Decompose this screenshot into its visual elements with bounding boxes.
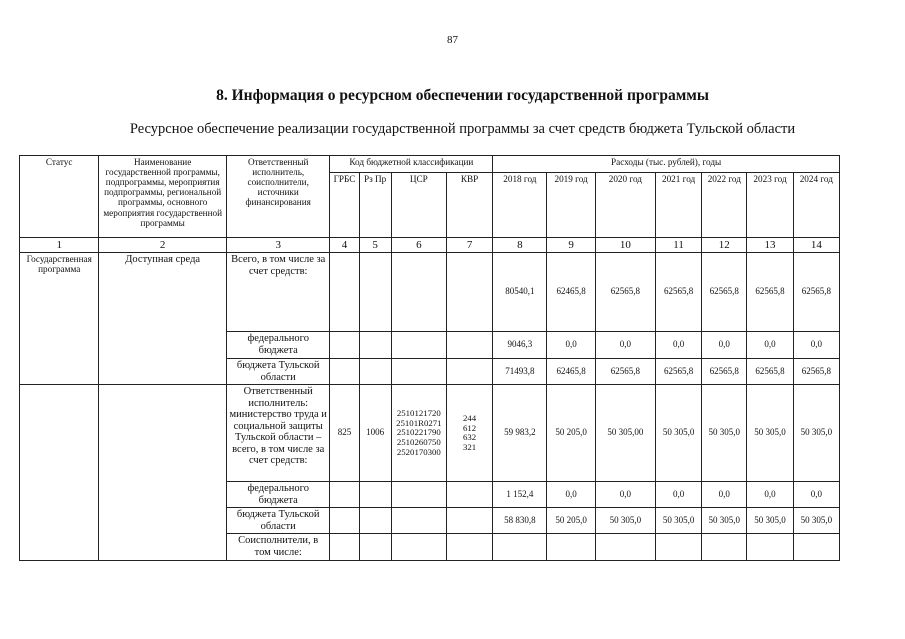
- empty-status-cell: [20, 385, 99, 561]
- column-number: 2: [99, 238, 227, 253]
- value-cell: 0,0: [595, 332, 655, 359]
- value-cell: 50 305,0: [793, 385, 839, 482]
- value-cell: 50 305,00: [595, 385, 655, 482]
- value-cell: 62565,8: [747, 253, 793, 332]
- value-cell: 62465,8: [547, 253, 595, 332]
- table-subtitle: Ресурсное обеспечение реализации государственной программы за счет средств бюджета Тульской области: [129, 121, 796, 137]
- csr-code: 2510221790: [396, 427, 441, 438]
- value-cell: 50 205,0: [547, 385, 595, 482]
- kvr-code: 612: [463, 422, 477, 433]
- value-cell: 50 305,0: [702, 385, 747, 482]
- column-number: 1: [20, 238, 99, 253]
- value-cell: 62565,8: [655, 253, 701, 332]
- header-kvr: КВР: [446, 173, 492, 238]
- header-csr: ЦСР: [391, 173, 446, 238]
- rzpr-cell: 1006: [359, 385, 391, 482]
- row-label: Ответственный исполнитель: министерство труда и социальной защиты Тульской области – всего, в том числе за счет средств:: [226, 385, 329, 482]
- column-number: 12: [702, 238, 747, 253]
- section-title: 8. Информация о ресурсном обеспечении государственной программы: [216, 87, 709, 104]
- value-cell: 62565,8: [655, 359, 701, 385]
- header-year: 2024 год: [793, 173, 839, 238]
- column-number: 9: [547, 238, 595, 253]
- csr-code: 2510260750: [396, 437, 441, 448]
- value-cell: 59 983,2: [493, 385, 547, 482]
- row-label: Соисполнители, в том числе:: [226, 534, 329, 561]
- kvr-cell: [446, 385, 492, 482]
- column-number: 11: [655, 238, 701, 253]
- header-status: Статус: [20, 156, 99, 238]
- page-number: 87: [447, 34, 458, 46]
- program-status: Государственная программа: [20, 253, 99, 385]
- table-row: [20, 385, 840, 482]
- header-grbs: ГРБС: [330, 173, 359, 238]
- value-cell: 50 305,0: [595, 508, 655, 534]
- value-cell: 0,0: [747, 332, 793, 359]
- row-label: бюджета Тульской области: [226, 508, 329, 534]
- value-cell: 58 830,8: [493, 508, 547, 534]
- value-cell: 0,0: [793, 332, 839, 359]
- csr-code: 25101R0271: [396, 417, 442, 428]
- column-number: 4: [330, 238, 359, 253]
- header-year: 2019 год: [547, 173, 595, 238]
- column-number: 3: [226, 238, 329, 253]
- column-number: 10: [595, 238, 655, 253]
- value-cell: 50 305,0: [655, 508, 701, 534]
- header-expenses: Расходы (тыс. рублей), годы: [493, 156, 840, 173]
- column-number: 6: [391, 238, 446, 253]
- grbs-cell: 825: [330, 385, 359, 482]
- value-cell: 0,0: [547, 332, 595, 359]
- value-cell: 0,0: [747, 482, 793, 508]
- value-cell: 1 152,4: [493, 482, 547, 508]
- header-year: 2020 год: [595, 173, 655, 238]
- value-cell: 62565,8: [702, 359, 747, 385]
- value-cell: 0,0: [702, 332, 747, 359]
- kvr-code: 321: [463, 441, 477, 452]
- value-cell: 62465,8: [547, 359, 595, 385]
- csr-code: 2510121720: [396, 408, 441, 418]
- value-cell: 50 305,0: [747, 385, 793, 482]
- kvr-code: 632: [463, 432, 477, 443]
- column-number: 7: [446, 238, 492, 253]
- value-cell: 0,0: [547, 482, 595, 508]
- value-cell: 50 305,0: [793, 508, 839, 534]
- row-label: федерального бюджета: [226, 482, 329, 508]
- value-cell: 62565,8: [595, 359, 655, 385]
- value-cell: 50 205,0: [547, 508, 595, 534]
- csr-cell: [391, 385, 446, 482]
- value-cell: 50 305,0: [655, 385, 701, 482]
- row-label: бюджета Тульской области: [226, 359, 329, 385]
- column-number: 8: [493, 238, 547, 253]
- value-cell: 80540,1: [493, 253, 547, 332]
- header-rzpr: Рз Пр: [359, 173, 391, 238]
- column-number: 5: [359, 238, 391, 253]
- header-responsible: Ответственный исполнитель, соисполнители, источники финансирования: [226, 156, 329, 238]
- value-cell: 62565,8: [747, 359, 793, 385]
- column-number-row: [20, 238, 840, 253]
- header-year: 2018 год: [493, 173, 547, 238]
- value-cell: 62565,8: [595, 253, 655, 332]
- csr-code: 2520170300: [396, 446, 441, 457]
- header-year: 2021 год: [655, 173, 701, 238]
- value-cell: 62565,8: [793, 359, 839, 385]
- value-cell: 0,0: [655, 332, 701, 359]
- header-row: [20, 156, 840, 173]
- value-cell: 50 305,0: [702, 508, 747, 534]
- value-cell: 0,0: [793, 482, 839, 508]
- row-label: Всего, в том числе за счет средств:: [226, 253, 329, 332]
- table-row: [20, 253, 840, 332]
- header-name: Наименование государственной программы, подпрограммы, мероприятия подпрограммы, региональной программы, основного мероприятия государственной программы: [99, 156, 227, 238]
- column-number: 14: [793, 238, 839, 253]
- value-cell: 71493,8: [493, 359, 547, 385]
- value-cell: 0,0: [595, 482, 655, 508]
- header-year: 2023 год: [747, 173, 793, 238]
- row-label: федерального бюджета: [226, 332, 329, 359]
- value-cell: 0,0: [655, 482, 701, 508]
- value-cell: 62565,8: [793, 253, 839, 332]
- empty-name-cell: [99, 385, 227, 561]
- resource-table: [19, 155, 840, 561]
- value-cell: 50 305,0: [747, 508, 793, 534]
- value-cell: 0,0: [702, 482, 747, 508]
- program-name: Доступная среда: [99, 253, 227, 385]
- header-year: 2022 год: [702, 173, 747, 238]
- value-cell: 9046,3: [493, 332, 547, 359]
- value-cell: 62565,8: [702, 253, 747, 332]
- kvr-code: 244: [463, 412, 477, 423]
- column-number: 13: [747, 238, 793, 253]
- header-budget-code: Код бюджетной классификации: [330, 156, 493, 173]
